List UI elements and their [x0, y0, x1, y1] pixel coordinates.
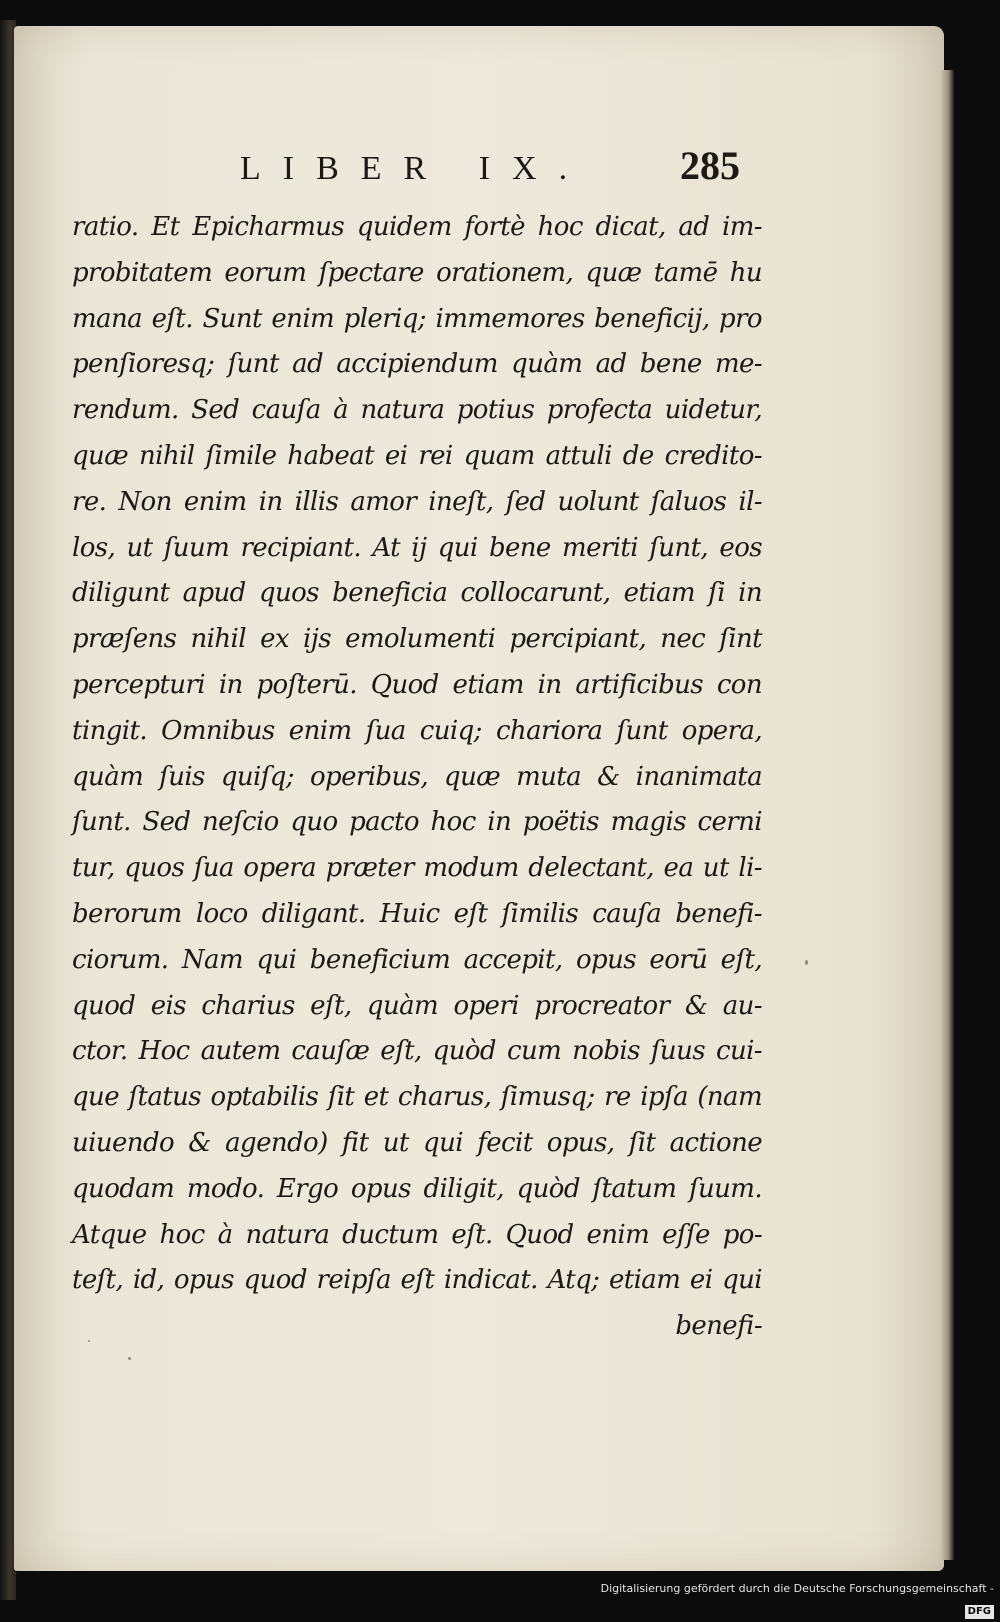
page-header: [60, 143, 760, 200]
text-line: penſioresq; ſunt ad accipiendum quàm ad bene me-: [72, 349, 762, 380]
text-line: berorum loco diligant. Huic eſt ſimilis cauſa benefi-: [72, 898, 762, 929]
text-line: ſunt. Sed neſcio quo pacto hoc in poëtis magis cerni: [72, 807, 762, 838]
text-line: los, ut ſuum recipiant. At ij qui bene meriti ſunt, eos: [72, 532, 762, 563]
text-line: rendum. Sed cauſa à natura potius profecta uidetur,: [72, 395, 762, 426]
text-line: ctor. Hoc autem cauſæ eſt, quòd cum nobis ſuus cui-: [72, 1036, 762, 1067]
text-line: uiuendo & agendo) fit ut qui fecit opus, ſit actione: [72, 1127, 762, 1158]
ink-speck: [88, 1340, 90, 1342]
credit-text: Digitalisierung gefördert durch die Deutsche Forschungsgemeinschaft -: [600, 1582, 994, 1595]
digitization-credit-bar: [580, 1578, 1000, 1617]
text-line: Atque hoc à natura ductum eſt. Quod enim eſſe po-: [72, 1219, 762, 1250]
text-line: præſens nihil ex ijs emolumenti percipiant, nec ſint: [72, 624, 762, 655]
text-line: quodam modo. Ergo opus diligit, quòd ſtatum ſuum.: [72, 1173, 762, 1204]
text-line: que ſtatus optabilis ſit et charus, ſimusq; re ipſa (nam: [72, 1082, 762, 1113]
ink-speck: [805, 960, 808, 965]
page-number: 285: [680, 143, 740, 188]
text-line: probitatem eorum ſpectare orationem, quæ tamē hu: [72, 257, 762, 288]
page-fore-edge: [940, 70, 954, 1560]
ink-speck: [128, 1357, 131, 1360]
text-line: diligunt apud quos beneficia collocarunt, etiam ſi in: [72, 578, 762, 609]
catchword: benefi-: [675, 1311, 762, 1342]
text-line: quod eis charius eſt, quàm operi procreator & au-: [72, 990, 762, 1021]
text-line: tingit. Omnibus enim ſua cuiq; chariora ſunt opera,: [72, 715, 762, 746]
text-line: teſt, id, opus quod reipſa eſt indicat. Atq; etiam ei qui: [72, 1265, 762, 1296]
text-line: ciorum. Nam qui beneficium accepit, opus eorū eſt,: [72, 944, 762, 975]
dfg-logo: DFG: [965, 1605, 994, 1619]
text-line: mana eſt. Sunt enim pleriq; immemores beneficij, pro: [72, 303, 762, 334]
text-line: ratio. Et Epicharmus quidem fortè hoc dicat, ad im-: [72, 212, 762, 242]
text-line: re. Non enim in illis amor ineſt, ſed uolunt ſaluos il-: [72, 486, 762, 517]
text-line: quæ nihil ſimile habeat ei rei quam attuli de credito-: [72, 440, 762, 471]
running-title: LIBER IX.: [240, 150, 590, 187]
text-line: percepturi in poſterū. Quod etiam in artificibus con: [72, 669, 762, 700]
text-line: quàm ſuis quiſq; operibus, quæ muta & inanimata: [72, 761, 762, 792]
body-text: [72, 205, 762, 1350]
text-line: tur, quos ſua opera præter modum delectant, ea ut li-: [72, 853, 762, 884]
